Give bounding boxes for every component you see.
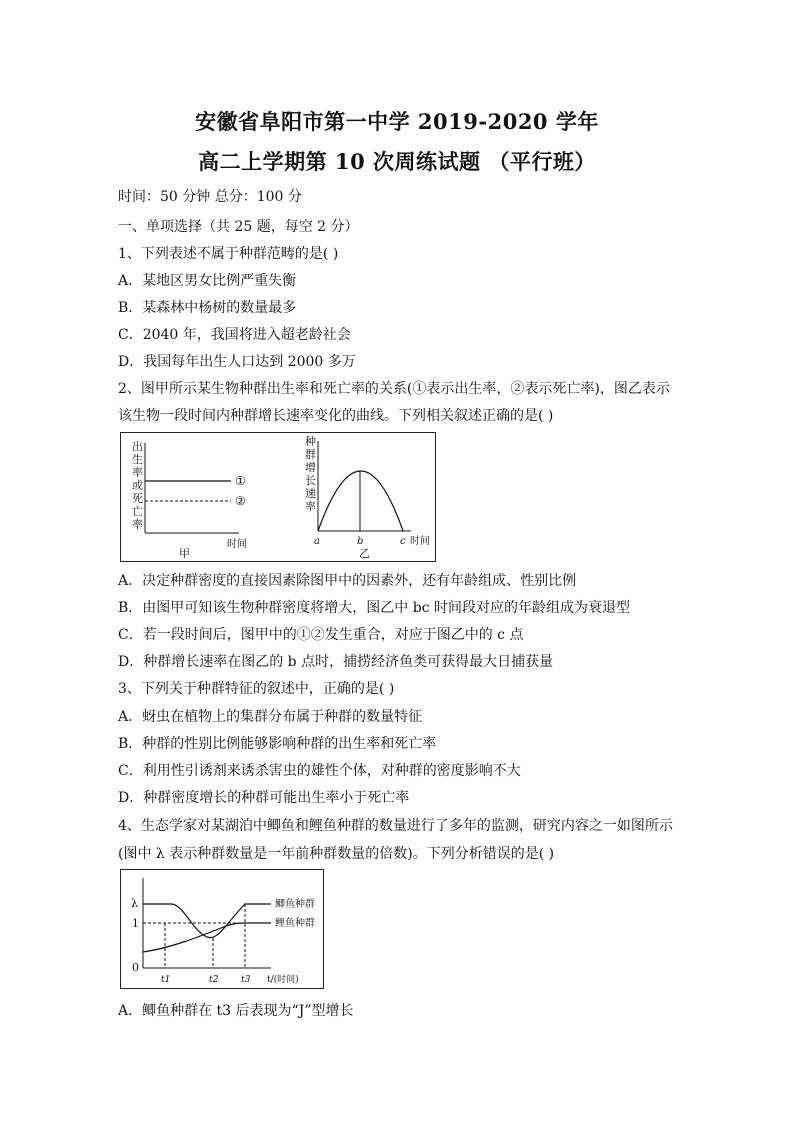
q2-option-d: D．种群增长速率在图乙的 b 点时，捕捞经济鱼类可获得最大日捕获量	[118, 654, 554, 670]
q4-ytick-0: 0	[132, 961, 139, 974]
yi-tick-a: a	[314, 536, 320, 547]
jia-ylabel-3: 或	[132, 479, 143, 492]
q4-xtick-t1: t1	[161, 975, 171, 985]
q3-option-d: D．种群密度增长的种群可能出生率小于死亡率	[118, 790, 410, 806]
yi-ylabel-5: 率	[305, 500, 316, 513]
q4-series-2-label: 鲤鱼种群	[275, 918, 315, 929]
exam-meta: 时间：50 分钟 总分：100 分	[118, 189, 302, 205]
yi-xlabel: 时间	[410, 536, 430, 547]
q4-stem-line-1: 4、生态学家对某湖泊中鲫鱼和鲤鱼种群的数量进行了多年的监测，研究内容之一如图所示	[118, 818, 673, 834]
jia-ylabel-2: 率	[132, 466, 143, 479]
yi-ylabel-1: 群	[305, 448, 316, 461]
jia-ylabel-6: 率	[132, 518, 143, 531]
q1-stem: 1、下列表述不属于种群范畴的是( )	[118, 246, 339, 262]
title-line-1: 安徽省阜阳市第一中学 2019-2020 学年	[195, 109, 599, 134]
q3-option-b: B．种群的性别比例能够影响种群的出生率和死亡率	[118, 736, 437, 752]
q2-stem-line-2: 该生物一段时间内种群增长速率变化的曲线。下列相关叙述正确的是( )	[118, 408, 554, 424]
jia-curve-2-label: ②	[235, 494, 246, 508]
q4-stem-line-2: (图中 λ 表示种群数量是一年前种群数量的倍数)。下列分析错误的是( )	[118, 846, 555, 862]
q2-option-b: B．由图甲可知该生物种群密度将增大，图乙中 bc 时间段对应的年龄组成为衰退型	[118, 600, 630, 616]
q3-stem: 3、下列关于种群特征的叙述中，正确的是( )	[118, 681, 395, 697]
yi-ylabel-4: 速	[305, 487, 316, 500]
figure-jia	[132, 439, 247, 560]
q2-stem-line-1: 2、图甲所示某生物种群出生率和死亡率的关系(①表示出生率，②表示死亡率)，图乙表示	[118, 381, 670, 397]
q4-ytick-1: 1	[132, 917, 139, 930]
yi-ylabel-2: 增	[305, 461, 316, 474]
jia-ylabel-0: 出	[132, 440, 143, 453]
jia-xlabel: 时间	[227, 539, 247, 550]
section-heading: 一、单项选择（共 25 题，每空 2 分）	[118, 219, 359, 235]
title-line-2: 高二上学期第 10 次周练试题 （平行班）	[198, 149, 596, 174]
yi-ylabel-3: 长	[305, 474, 316, 487]
q1-option-a: A．某地区男女比例严重失衡	[118, 273, 297, 289]
jia-curve-1-label: ①	[235, 474, 246, 488]
q4-xlabel: t/(时间)	[267, 975, 299, 985]
yi-caption: 乙	[359, 547, 370, 560]
q4-xtick-t3: t3	[241, 975, 251, 985]
q1-option-d: D．我国每年出生人口达到 2000 多万	[118, 354, 356, 370]
q4-figure-svg	[121, 870, 323, 988]
q2-figure-svg	[121, 433, 435, 561]
q3-option-a: A．蚜虫在植物上的集群分布属于种群的数量特征	[118, 709, 423, 725]
yi-ylabel-0: 种	[305, 435, 316, 448]
q3-option-c: C．利用性引诱剂来诱杀害虫的雄性个体，对种群的密度影响不大	[118, 763, 521, 779]
q2-figure	[120, 432, 436, 562]
q4-ytick-lambda: λ	[131, 897, 138, 910]
q4-figure	[120, 869, 324, 989]
q4-curve-crucian	[143, 904, 271, 938]
q2-option-a: A．决定种群密度的直接因素除图甲中的因素外，还有年龄组成、性别比例	[118, 573, 577, 589]
q1-option-b: B．某森林中杨树的数量最多	[118, 300, 297, 316]
q2-option-c: C．若一段时间后，图甲中的①②发生重合，对应于图乙中的 c 点	[118, 627, 524, 643]
yi-tick-c: c	[400, 536, 406, 547]
q1-option-c: C．2040 年，我国将进入超老龄社会	[118, 327, 351, 343]
jia-ylabel-1: 生	[132, 453, 143, 466]
figure-yi	[305, 435, 430, 560]
q4-option-a: A．鲫鱼种群在 t3 后表现为“J”型增长	[118, 1003, 354, 1019]
yi-tick-b: b	[357, 536, 364, 547]
jia-ylabel-5: 亡	[132, 505, 143, 518]
q4-series-1-label: 鲫鱼种群	[275, 899, 315, 910]
q4-xtick-t2: t2	[209, 975, 219, 985]
jia-ylabel-4: 死	[132, 492, 143, 505]
jia-caption: 甲	[179, 547, 190, 560]
